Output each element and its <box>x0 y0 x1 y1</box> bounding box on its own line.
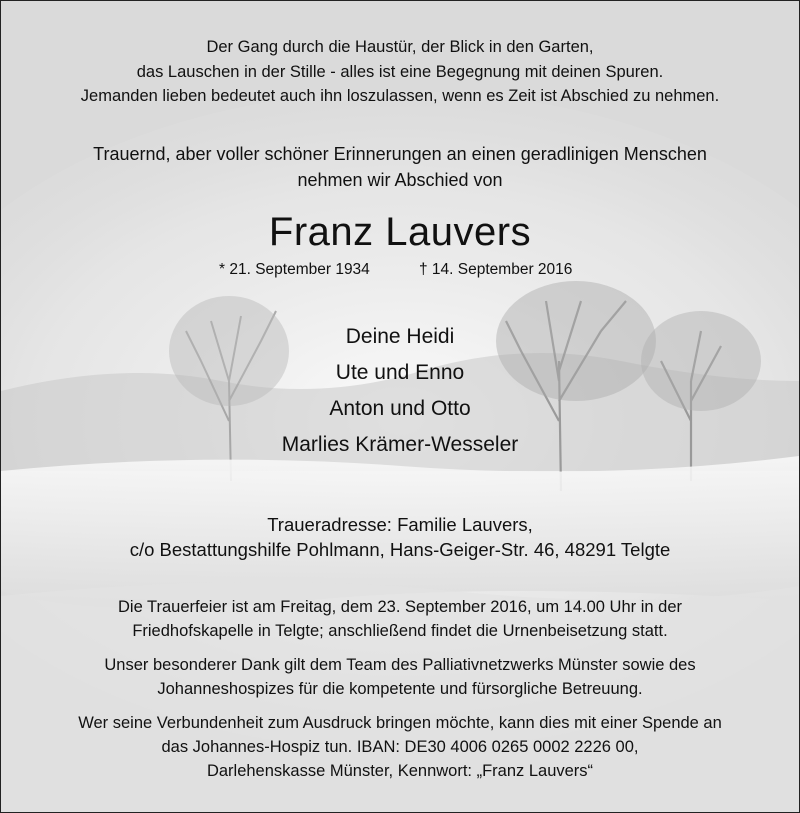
thanks-line: Johanneshospizes für die kompetente und fürsorgliche Betreuung. <box>157 680 643 698</box>
notice-content <box>1 1 799 812</box>
mourning-address <box>1 512 799 562</box>
poem-line: Jemanden lieben bedeutet auch ihn loszulassen, wenn es Zeit ist Abschied zu nehmen. <box>80 87 720 105</box>
poem-verse <box>1 35 799 109</box>
death-date: † 14. September 2016 <box>419 261 573 278</box>
thanks-line: Unser besonderer Dank gilt dem Team des Palliativnetzwerks Münster sowie des <box>104 656 696 674</box>
mourners-list <box>1 319 799 463</box>
mourner-name: Anton und Otto <box>329 397 471 420</box>
donation-line: das Johannes-Hospiz tun. IBAN: DE30 4006 0265 0002 2226 00, <box>161 738 639 756</box>
intro-line: Trauernd, aber voller schöner Erinnerungen an einen geradlinigen Menschen <box>93 144 707 164</box>
ceremony-line: Die Trauerfeier ist am Freitag, dem 23. September 2016, um 14.00 Uhr in der <box>117 598 683 616</box>
intro-text <box>1 141 799 193</box>
ceremony-info <box>1 595 799 643</box>
address-line: c/o Bestattungshilfe Pohlmann, Hans-Geiger-Str. 46, 48291 Telgte <box>129 539 671 560</box>
birth-date: * 21. September 1934 <box>219 261 370 278</box>
ceremony-line: Friedhofskapelle in Telgte; anschließend findet die Urnenbeisetzung statt. <box>132 622 668 640</box>
donation-line: Wer seine Verbundenheit zum Ausdruck bringen möchte, kann dies mit einer Spende an <box>78 714 722 732</box>
poem-line: das Lauschen in der Stille - alles ist eine Begegnung mit deinen Spuren. <box>136 62 664 81</box>
mourner-name: Marlies Krämer-Wesseler <box>281 433 519 456</box>
deceased-name: Franz Lauvers <box>268 210 532 254</box>
poem-line: Der Gang durch die Haustür, der Blick in den Garten, <box>206 38 594 56</box>
donation-info <box>1 711 799 783</box>
address-line: Traueradresse: Familie Lauvers, <box>267 514 533 535</box>
mourner-name: Deine Heidi <box>345 325 455 348</box>
thanks-note <box>1 653 799 701</box>
mourner-name: Ute und Enno <box>335 361 465 384</box>
intro-line: nehmen wir Abschied von <box>297 170 503 190</box>
donation-line: Darlehenskasse Münster, Kennwort: „Franz Lauvers“ <box>206 762 594 780</box>
